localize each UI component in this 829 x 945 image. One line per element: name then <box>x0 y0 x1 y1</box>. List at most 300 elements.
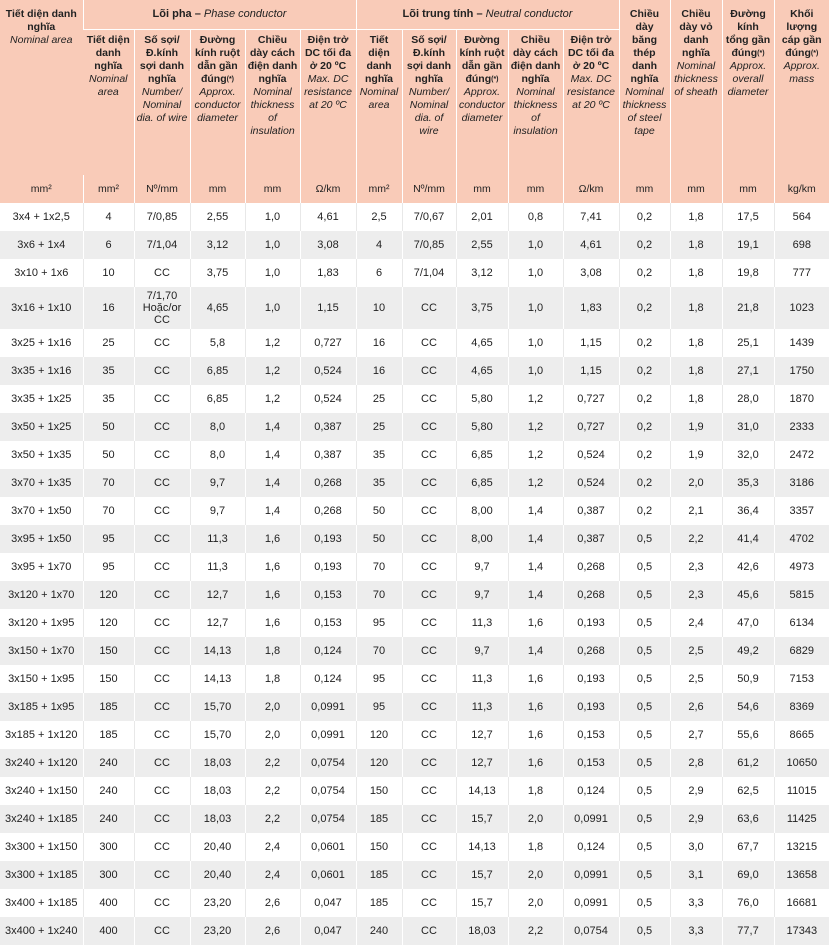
table-cell: 95 <box>356 665 402 693</box>
table-cell: 25 <box>356 413 402 441</box>
table-cell: 11425 <box>774 805 829 833</box>
header-neutral-insulation: Chiều dày cách điện danh nghĩa Nominal thickness of insulation <box>508 29 563 175</box>
table-body <box>0 203 829 945</box>
table-cell: 18,03 <box>190 749 245 777</box>
table-cell: 70 <box>356 637 402 665</box>
table-cell: CC <box>402 581 456 609</box>
table-cell: 1,4 <box>508 637 563 665</box>
table-cell: 1,0 <box>508 357 563 385</box>
table-cell: 11,3 <box>190 553 245 581</box>
table-cell: 1,0 <box>508 329 563 357</box>
table-cell: 11,3 <box>456 693 508 721</box>
table-cell: 2,4 <box>245 861 300 889</box>
table-cell: 7/1,04 <box>134 231 190 259</box>
table-cell: 0,193 <box>563 665 619 693</box>
header-steel-tape: Chiều dày băng thép danh nghĩa Nominal thickness of steel tape <box>619 0 670 175</box>
table-cell: 0,5 <box>619 861 670 889</box>
table-cell: 10 <box>83 259 134 287</box>
table-cell: 50 <box>83 441 134 469</box>
table-cell: 1,4 <box>508 581 563 609</box>
table-cell: 564 <box>774 203 829 231</box>
table-cell: 4,65 <box>190 287 245 329</box>
table-cell: 0,268 <box>300 469 356 497</box>
table-cell: 3x400 + 1x240 <box>0 917 83 945</box>
table-cell: 0,268 <box>300 497 356 525</box>
unit-cell: Ω/km <box>300 175 356 203</box>
table-cell: 2,5 <box>670 637 722 665</box>
table-cell: 2,3 <box>670 553 722 581</box>
table-row <box>0 469 829 497</box>
table-cell: 0,5 <box>619 749 670 777</box>
table-cell: 0,0601 <box>300 833 356 861</box>
table-cell: 4,65 <box>456 329 508 357</box>
table-cell: 0,5 <box>619 581 670 609</box>
table-cell: 1,6 <box>508 693 563 721</box>
table-cell: 4,61 <box>300 203 356 231</box>
table-cell: 2,0 <box>508 861 563 889</box>
header-neutral-resistance: Điện trở DC tối đa ở 20 ºC Max. DC resistance at 20 ºC <box>563 29 619 175</box>
table-cell: 0,387 <box>300 441 356 469</box>
table-cell: 62,5 <box>722 777 774 805</box>
table-cell: CC <box>402 805 456 833</box>
table-cell: 1,8 <box>245 665 300 693</box>
table-cell: 0,193 <box>300 525 356 553</box>
table-cell: 35 <box>356 441 402 469</box>
table-cell: 0,5 <box>619 777 670 805</box>
table-cell: 21,8 <box>722 287 774 329</box>
table-cell: 0,0991 <box>563 861 619 889</box>
table-cell: 1,83 <box>563 287 619 329</box>
table-cell: 1,4 <box>245 497 300 525</box>
table-row <box>0 833 829 861</box>
table-cell: 1023 <box>774 287 829 329</box>
table-cell: 4 <box>356 231 402 259</box>
table-cell: CC <box>134 861 190 889</box>
table-cell: CC <box>402 553 456 581</box>
table-cell: CC <box>134 721 190 749</box>
table-cell: 0,0991 <box>300 721 356 749</box>
table-cell: 3x10 + 1x6 <box>0 259 83 287</box>
table-cell: 2,4 <box>245 833 300 861</box>
table-row <box>0 231 829 259</box>
header-neutral-wire: Số sợi/ Đ.kính sợi danh nghĩa Number/ Nominal dia. of wire <box>402 29 456 175</box>
table-cell: 0,5 <box>619 525 670 553</box>
table-cell: 1870 <box>774 385 829 413</box>
table-cell: 1,8 <box>670 287 722 329</box>
table-cell: 47,0 <box>722 609 774 637</box>
table-cell: 3x50 + 1x35 <box>0 441 83 469</box>
table-cell: 2,7 <box>670 721 722 749</box>
unit-cell: mm <box>245 175 300 203</box>
table-cell: 55,6 <box>722 721 774 749</box>
unit-cell: Nº/mm <box>402 175 456 203</box>
table-row <box>0 553 829 581</box>
table-cell: 3x150 + 1x70 <box>0 637 83 665</box>
table-cell: 5815 <box>774 581 829 609</box>
table-cell: 14,13 <box>190 665 245 693</box>
table-cell: 120 <box>83 609 134 637</box>
table-cell: 1,2 <box>508 385 563 413</box>
table-cell: 2,8 <box>670 749 722 777</box>
table-cell: 185 <box>83 721 134 749</box>
table-cell: 0,5 <box>619 665 670 693</box>
table-cell: 0,524 <box>300 385 356 413</box>
table-cell: 2,55 <box>190 203 245 231</box>
table-cell: 3x16 + 1x10 <box>0 287 83 329</box>
table-row <box>0 609 829 637</box>
table-cell: 12,7 <box>190 581 245 609</box>
table-cell: 2,4 <box>670 609 722 637</box>
table-cell: 4702 <box>774 525 829 553</box>
table-cell: 61,2 <box>722 749 774 777</box>
table-row <box>0 329 829 357</box>
table-cell: 300 <box>83 861 134 889</box>
table-cell: 95 <box>83 553 134 581</box>
table-cell: 1,4 <box>508 497 563 525</box>
table-cell: 63,6 <box>722 805 774 833</box>
table-row <box>0 413 829 441</box>
table-cell: 3186 <box>774 469 829 497</box>
table-cell: 1,4 <box>245 413 300 441</box>
table-cell: 1,2 <box>508 469 563 497</box>
table-cell: 0,124 <box>563 833 619 861</box>
table-cell: 240 <box>83 777 134 805</box>
table-cell: CC <box>402 637 456 665</box>
table-cell: 1,9 <box>670 413 722 441</box>
table-cell: 6 <box>356 259 402 287</box>
table-cell: CC <box>134 889 190 917</box>
table-cell: CC <box>402 385 456 413</box>
table-cell: 1,15 <box>563 357 619 385</box>
table-cell: 3x240 + 1x185 <box>0 805 83 833</box>
table-cell: 0,2 <box>619 413 670 441</box>
table-cell: 0,0991 <box>563 889 619 917</box>
table-row <box>0 287 829 329</box>
table-cell: 0,2 <box>619 203 670 231</box>
table-cell: 0,153 <box>300 581 356 609</box>
table-cell: 1,6 <box>245 525 300 553</box>
table-cell: 1,2 <box>508 441 563 469</box>
table-cell: 0,387 <box>563 525 619 553</box>
table-cell: 1,8 <box>508 777 563 805</box>
table-cell: 4 <box>83 203 134 231</box>
table-cell: 18,03 <box>190 777 245 805</box>
table-cell: 0,2 <box>619 497 670 525</box>
table-cell: 15,70 <box>190 721 245 749</box>
table-cell: 0,153 <box>563 749 619 777</box>
table-cell: CC <box>134 749 190 777</box>
table-cell: 7/0,85 <box>402 231 456 259</box>
table-cell: 12,7 <box>456 749 508 777</box>
table-cell: 54,6 <box>722 693 774 721</box>
table-cell: 2,2 <box>245 805 300 833</box>
unit-cell: mm <box>722 175 774 203</box>
table-cell: 3,75 <box>190 259 245 287</box>
table-cell: 777 <box>774 259 829 287</box>
table-cell: 49,2 <box>722 637 774 665</box>
table-cell: 0,387 <box>300 413 356 441</box>
table-cell: 0,5 <box>619 917 670 945</box>
table-cell: 95 <box>356 609 402 637</box>
table-cell: 0,0991 <box>300 693 356 721</box>
table-cell: 67,7 <box>722 833 774 861</box>
table-cell: 2,0 <box>508 805 563 833</box>
table-cell: 42,6 <box>722 553 774 581</box>
table-cell: 1,2 <box>508 413 563 441</box>
table-cell: 3,75 <box>456 287 508 329</box>
table-cell: CC <box>402 329 456 357</box>
table-cell: 18,03 <box>190 805 245 833</box>
table-cell: 3x185 + 1x95 <box>0 693 83 721</box>
header-phase-conductor: Lõi pha – Phase conductor <box>83 0 356 29</box>
table-cell: 12,7 <box>190 609 245 637</box>
table-cell: 0,5 <box>619 805 670 833</box>
table-cell: 8369 <box>774 693 829 721</box>
header-neutral-diameter: Đường kính ruột dẫn gần đúng(*) Approx. conductor diameter <box>456 29 508 175</box>
table-cell: 1,8 <box>670 231 722 259</box>
table-cell: CC <box>134 413 190 441</box>
table-cell: 12,7 <box>456 721 508 749</box>
table-cell: 28,0 <box>722 385 774 413</box>
table-cell: 0,727 <box>563 413 619 441</box>
table-cell: 0,268 <box>563 637 619 665</box>
table-cell: 0,2 <box>619 231 670 259</box>
table-cell: 1,6 <box>245 581 300 609</box>
table-cell: 19,8 <box>722 259 774 287</box>
header-phase-area: Tiết diện danh nghĩa Nominal area <box>83 29 134 175</box>
table-cell: 0,727 <box>563 385 619 413</box>
table-cell: 35 <box>356 469 402 497</box>
table-cell: 0,2 <box>619 469 670 497</box>
header-phase-resistance: Điện trở DC tối đa ở 20 ºC Max. DC resistance at 20 ºC <box>300 29 356 175</box>
table-cell: CC <box>402 833 456 861</box>
table-cell: 7/0,85 <box>134 203 190 231</box>
table-row <box>0 721 829 749</box>
table-cell: CC <box>402 721 456 749</box>
table-cell: 3x400 + 1x185 <box>0 889 83 917</box>
table-cell: CC <box>134 609 190 637</box>
table-cell: 0,047 <box>300 889 356 917</box>
table-cell: 3x240 + 1x150 <box>0 777 83 805</box>
table-cell: 150 <box>356 777 402 805</box>
table-cell: 70 <box>356 553 402 581</box>
table-cell: CC <box>402 497 456 525</box>
table-cell: 15,7 <box>456 805 508 833</box>
table-cell: 18,03 <box>456 917 508 945</box>
table-row <box>0 861 829 889</box>
table-cell: CC <box>134 525 190 553</box>
table-cell: CC <box>402 441 456 469</box>
header-nominal-area: Tiết diện danh nghĩa Nominal area <box>0 0 83 175</box>
table-cell: 400 <box>83 889 134 917</box>
table-cell: 2472 <box>774 441 829 469</box>
table-cell: 6829 <box>774 637 829 665</box>
table-cell: 1,8 <box>670 259 722 287</box>
table-cell: 10 <box>356 287 402 329</box>
table-cell: 2,0 <box>670 469 722 497</box>
table-cell: 185 <box>356 861 402 889</box>
table-cell: 3,3 <box>670 889 722 917</box>
unit-cell: Nº/mm <box>134 175 190 203</box>
table-cell: 3x95 + 1x50 <box>0 525 83 553</box>
table-cell: 0,0754 <box>300 749 356 777</box>
table-cell: 7/1,04 <box>402 259 456 287</box>
table-cell: 15,7 <box>456 861 508 889</box>
table-cell: 17,5 <box>722 203 774 231</box>
table-cell: CC <box>402 287 456 329</box>
table-cell: 0,0754 <box>563 917 619 945</box>
table-cell: CC <box>134 917 190 945</box>
table-cell: 0,5 <box>619 553 670 581</box>
table-cell: 3x120 + 1x70 <box>0 581 83 609</box>
table-cell: 19,1 <box>722 231 774 259</box>
unit-cell: mm <box>456 175 508 203</box>
table-cell: 9,7 <box>456 553 508 581</box>
units-row <box>0 175 829 203</box>
unit-cell: mm <box>670 175 722 203</box>
unit-cell: mm² <box>83 175 134 203</box>
table-cell: CC <box>402 749 456 777</box>
table-cell: 0,2 <box>619 357 670 385</box>
table-cell: 7,41 <box>563 203 619 231</box>
table-cell: 13658 <box>774 861 829 889</box>
table-cell: 0,124 <box>300 637 356 665</box>
table-cell: 2,2 <box>670 525 722 553</box>
table-cell: 150 <box>83 637 134 665</box>
header-phase-wire: Số sợi/ Đ.kính sợi danh nghĩa Number/ Nominal dia. of wire <box>134 29 190 175</box>
table-cell: 3x4 + 1x2,5 <box>0 203 83 231</box>
table-cell: 0,2 <box>619 329 670 357</box>
table-cell: 2,0 <box>245 721 300 749</box>
table-cell: 240 <box>83 805 134 833</box>
table-row <box>0 777 829 805</box>
table-cell: 0,124 <box>563 777 619 805</box>
table-cell: 2,2 <box>508 917 563 945</box>
table-cell: CC <box>134 693 190 721</box>
table-cell: 16 <box>356 329 402 357</box>
table-cell: CC <box>134 777 190 805</box>
table-cell: CC <box>134 665 190 693</box>
table-cell: 0,2 <box>619 441 670 469</box>
table-cell: 50 <box>356 525 402 553</box>
table-cell: 14,13 <box>456 777 508 805</box>
table-cell: 120 <box>356 721 402 749</box>
table-cell: 2,9 <box>670 805 722 833</box>
table-cell: 698 <box>774 231 829 259</box>
table-cell: 2,5 <box>356 203 402 231</box>
table-cell: 9,7 <box>190 497 245 525</box>
table-cell: 0,193 <box>300 553 356 581</box>
table-cell: 3,12 <box>190 231 245 259</box>
table-cell: 1,2 <box>245 329 300 357</box>
table-cell: 8,0 <box>190 441 245 469</box>
table-cell: 69,0 <box>722 861 774 889</box>
table-cell: 0,2 <box>619 385 670 413</box>
table-cell: 3x70 + 1x35 <box>0 469 83 497</box>
table-cell: 77,7 <box>722 917 774 945</box>
table-cell: 8,0 <box>190 413 245 441</box>
table-cell: 0,0754 <box>300 777 356 805</box>
table-cell: CC <box>134 833 190 861</box>
table-cell: 2,6 <box>245 889 300 917</box>
header-mass: Khối lượng cáp gần đúng(*) Approx. mass <box>774 0 829 175</box>
table-cell: CC <box>402 693 456 721</box>
table-cell: 45,6 <box>722 581 774 609</box>
unit-cell: mm² <box>356 175 402 203</box>
table-cell: 1,6 <box>245 609 300 637</box>
table-cell: 1,4 <box>508 553 563 581</box>
table-cell: 0,193 <box>563 693 619 721</box>
table-cell: 13215 <box>774 833 829 861</box>
table-cell: 15,7 <box>456 889 508 917</box>
table-cell: 6134 <box>774 609 829 637</box>
table-cell: 95 <box>356 693 402 721</box>
table-cell: 0,727 <box>300 329 356 357</box>
table-row <box>0 385 829 413</box>
table-cell: 7/0,67 <box>402 203 456 231</box>
table-row <box>0 749 829 777</box>
table-cell: 5,80 <box>456 385 508 413</box>
table-cell: 20,40 <box>190 833 245 861</box>
table-cell: 9,7 <box>456 581 508 609</box>
unit-cell: mm <box>619 175 670 203</box>
table-cell: CC <box>134 581 190 609</box>
table-cell: 1,6 <box>508 665 563 693</box>
table-cell: 240 <box>83 749 134 777</box>
table-header <box>0 0 829 203</box>
table-cell: 50,9 <box>722 665 774 693</box>
table-row <box>0 357 829 385</box>
table-cell: 3x25 + 1x16 <box>0 329 83 357</box>
table-cell: 1,83 <box>300 259 356 287</box>
table-cell: 2,2 <box>245 749 300 777</box>
table-cell: 4,61 <box>563 231 619 259</box>
table-cell: 3x6 + 1x4 <box>0 231 83 259</box>
table-cell: 120 <box>83 581 134 609</box>
table-cell: 1,15 <box>563 329 619 357</box>
table-cell: CC <box>402 861 456 889</box>
table-cell: 14,13 <box>190 637 245 665</box>
unit-cell: kg/km <box>774 175 829 203</box>
table-row <box>0 259 829 287</box>
table-cell: 35 <box>83 385 134 413</box>
table-cell: 3x300 + 1x150 <box>0 833 83 861</box>
table-cell: 0,524 <box>563 469 619 497</box>
table-cell: 150 <box>356 833 402 861</box>
table-cell: 0,0754 <box>300 805 356 833</box>
table-cell: 0,193 <box>563 609 619 637</box>
table-cell: 2,6 <box>245 917 300 945</box>
table-cell: CC <box>402 889 456 917</box>
table-cell: 1,2 <box>245 385 300 413</box>
table-cell: 32,0 <box>722 441 774 469</box>
table-cell: CC <box>402 357 456 385</box>
table-cell: 1,6 <box>508 749 563 777</box>
table-cell: 11015 <box>774 777 829 805</box>
table-cell: 3x35 + 1x16 <box>0 357 83 385</box>
table-cell: 25 <box>83 329 134 357</box>
table-cell: CC <box>134 259 190 287</box>
table-cell: 0,8 <box>508 203 563 231</box>
table-cell: CC <box>134 553 190 581</box>
table-cell: 1,0 <box>245 231 300 259</box>
table-cell: 185 <box>356 805 402 833</box>
table-cell: 25,1 <box>722 329 774 357</box>
header-neutral-area: Tiết diện danh nghĩa Nominal area <box>356 29 402 175</box>
table-cell: 9,7 <box>190 469 245 497</box>
table-cell: 6 <box>83 231 134 259</box>
table-cell: CC <box>402 469 456 497</box>
